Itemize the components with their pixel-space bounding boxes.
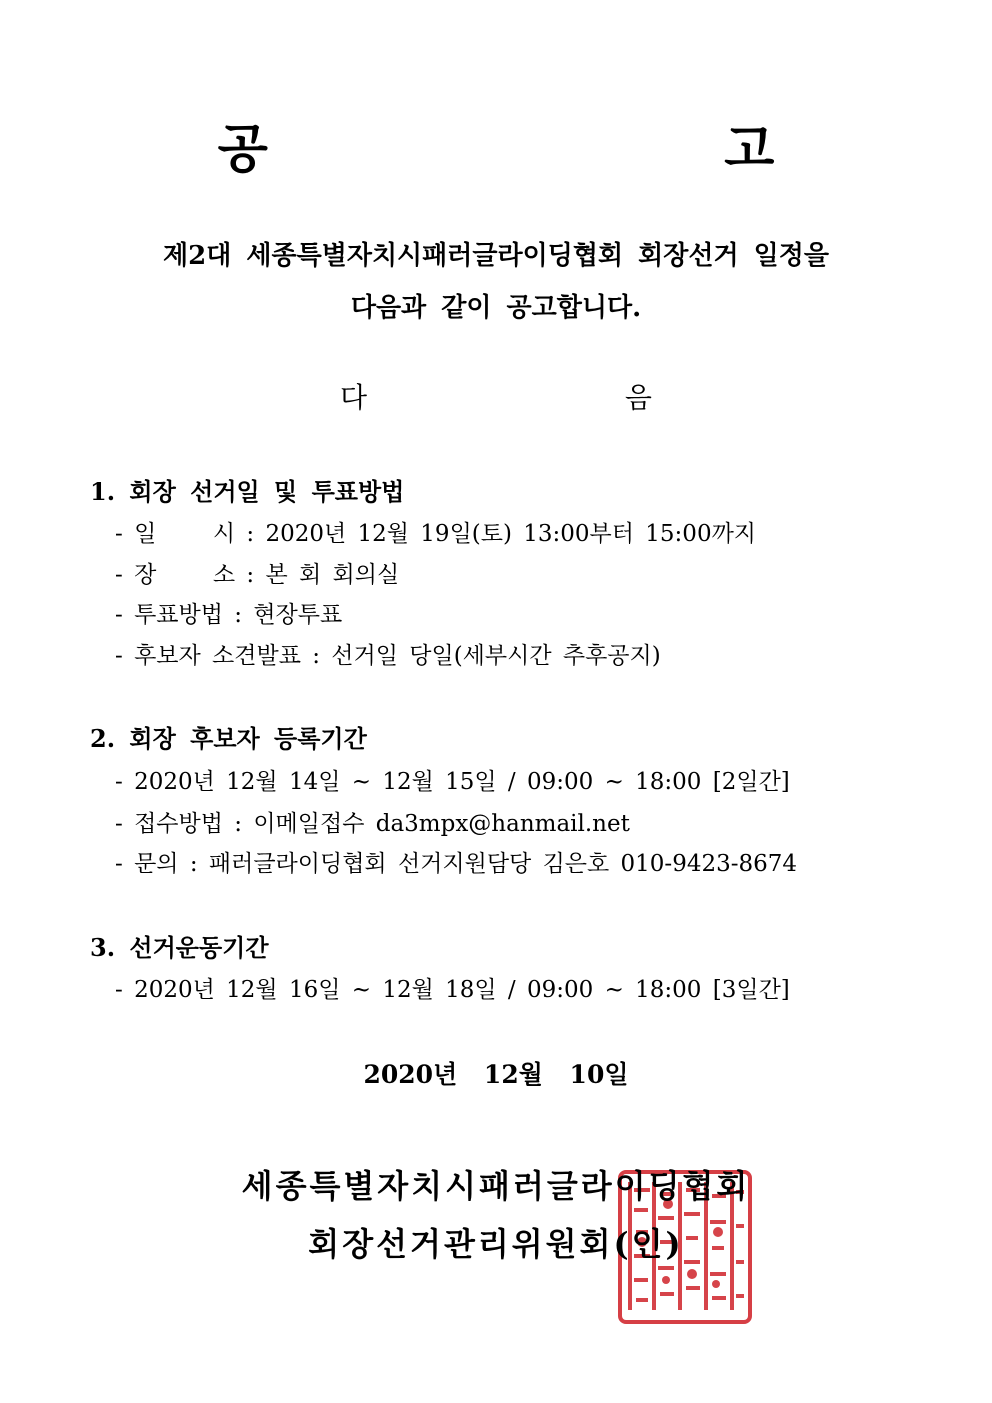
section-1-item: - 장 소 : 본 회 회의실 — [115, 562, 400, 588]
notice-date: 2020년 12월 10일 — [363, 1060, 629, 1089]
intro-line-2: 다음과 같이 공고합니다. — [350, 293, 642, 323]
intro-line-1: 제2대 세종특별자치시패러글라이딩협회 회장선거 일정을 — [162, 241, 830, 271]
section-1-item: - 일 시 : 2020년 12월 19일(토) 13:00부터 15:00까지 — [115, 521, 757, 547]
document-title: 공 고 — [217, 119, 915, 180]
section-2-item: - 2020년 12월 14일 ~ 12월 15일 / 09:00 ~ 18:00 [2일간] — [115, 769, 790, 795]
section-1-heading: 1. 회장 선거일 및 투표방법 — [90, 477, 405, 506]
section-1-item: - 투표방법 : 현장투표 — [115, 602, 343, 628]
section-3-heading: 3. 선거운동기간 — [90, 933, 269, 962]
organization-name: 세종특별자치시패러글라이딩협회 — [241, 1167, 751, 1205]
section-2-item: - 문의 : 패러글라이딩협회 선거지원담당 김은호 010-9423-8674 — [115, 851, 798, 877]
subheading: 다 음 — [340, 381, 732, 414]
section-1-item: - 후보자 소견발표 : 선거일 당일(세부시간 추후공지) — [115, 643, 661, 669]
section-2-item: - 접수방법 : 이메일접수 da3mpx@hanmail.net — [115, 811, 630, 837]
section-2-heading: 2. 회장 후보자 등록기간 — [90, 724, 367, 753]
section-3-item: - 2020년 12월 16일 ~ 12월 18일 / 09:00 ~ 18:00 [3일간] — [115, 977, 790, 1003]
committee-name: 회장선거관리위원회(인) — [308, 1225, 684, 1263]
